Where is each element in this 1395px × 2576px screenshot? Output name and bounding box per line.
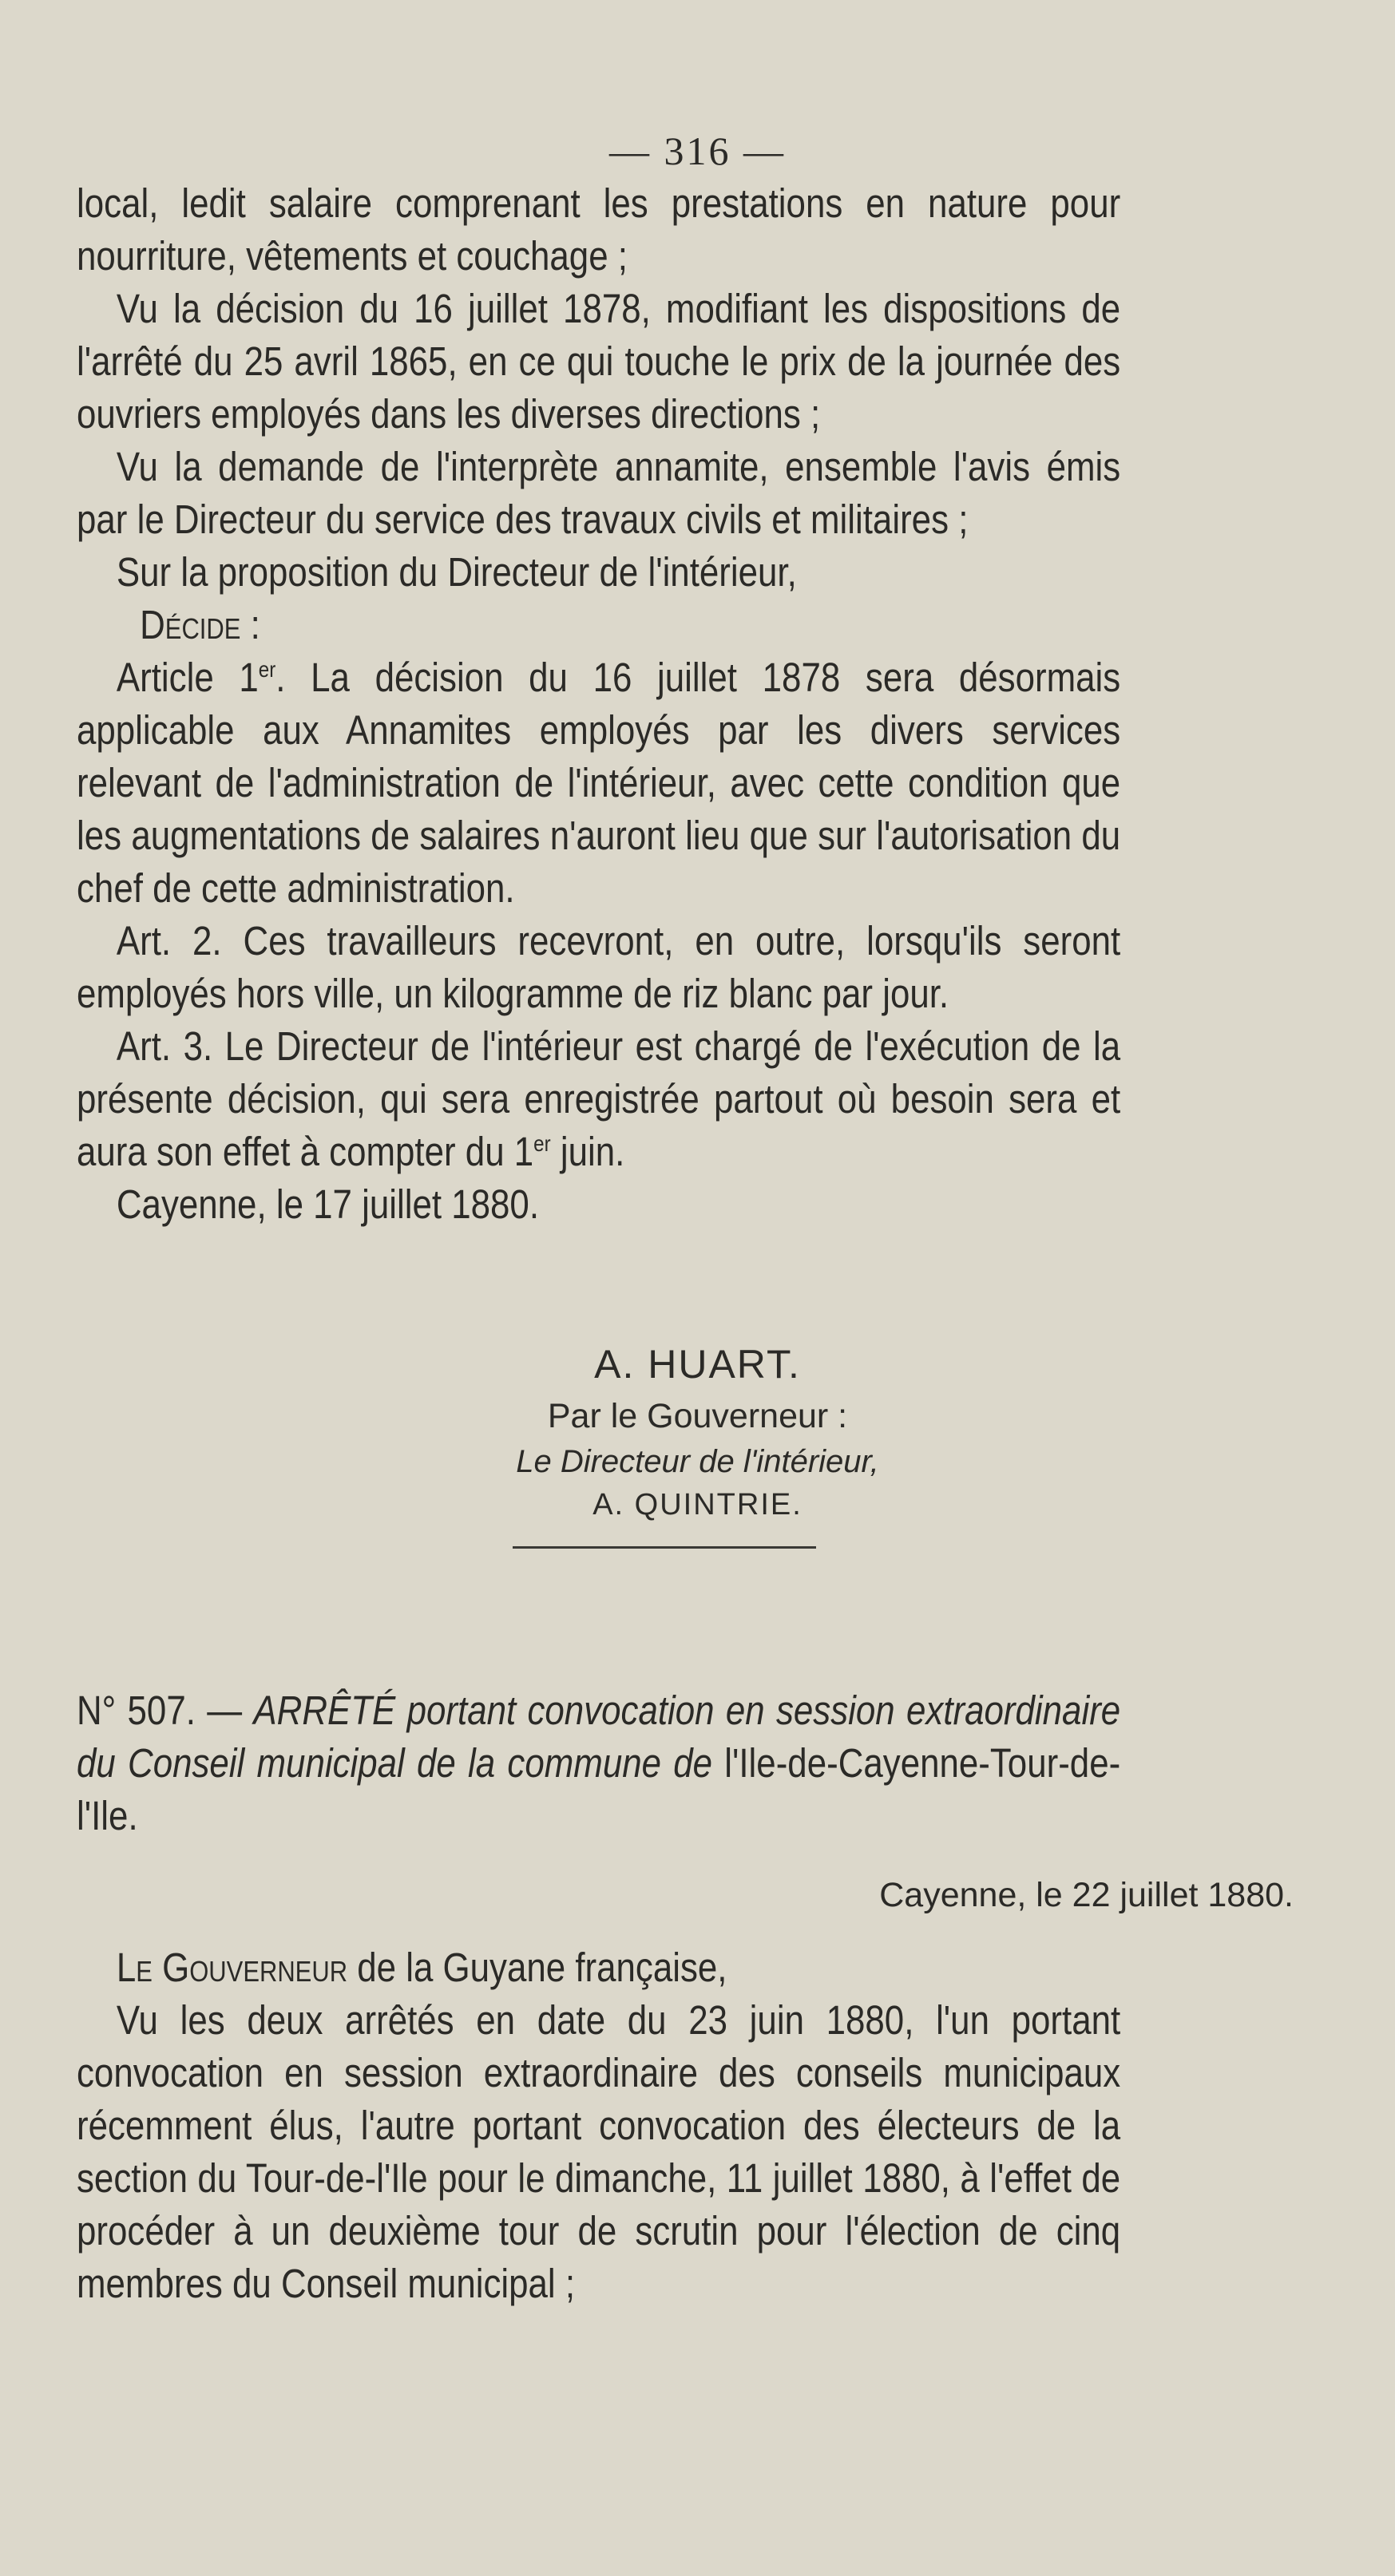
decide-heading: Décide : — [140, 602, 260, 647]
article-3: Art. 3. Le Directeur de l'intérieur est chargé de l'exécution de la présente décision, qui sera enregistrée partout où besoin sera et aura son effet à compter du 1er juin. — [77, 1023, 1121, 1174]
signatory-title: Le Directeur de l'intérieur, — [516, 1444, 879, 1479]
place-date: Cayenne, le 17 juillet 1880. — [116, 1181, 540, 1227]
arrete-title: N° 507. — ARRÊTÉ portant convocation en session extraordinaire du Conseil municipal de la commune de l'Ile-de-Cayenne-Tour-de-l'Ile. — [77, 1688, 1121, 1838]
decision-body — [77, 177, 1120, 1231]
paragraph-vu-demande: Vu la demande de l'interprète annamite, ensemble l'avis émis par le Directeur du service des travaux civils et militaires ; — [77, 444, 1121, 542]
governor-line: Le Gouverneur de la Guyane française, — [116, 1945, 727, 1990]
signature-block — [0, 1341, 1395, 1522]
article-2: Art. 2. Ces travailleurs recevront, en outre, lorsqu'ils seront employés hors ville, un kilogramme de riz blanc par jour. — [77, 918, 1121, 1016]
paragraph-local: local, ledit salaire comprenant les prestations en nature pour nourriture, vêtements et couchage ; — [77, 180, 1121, 279]
paragraph-proposition: Sur la proposition du Directeur de l'intérieur, — [116, 549, 797, 595]
signatory-par: Par le Gouverneur : — [547, 1397, 848, 1435]
arrete-body — [77, 1941, 1120, 2310]
paragraph-vu-arretes: Vu les deux arrêtés en date du 23 juin 1880, l'un portant convocation en session extraordinaire des conseils municipaux récemment élus, l'autre portant convocation des électeurs de la section du Tour-de-l'Ile pour le dimanche, 11 juillet 1880, à l'effet de procéder à un deuxième tour de scrutin pour l'élection de cinq membres du Conseil municipal ; — [77, 1997, 1121, 2306]
arrete-header — [77, 1684, 1120, 1842]
page-number: — 316 — — [609, 129, 786, 173]
article-1: Article 1er. La décision du 16 juillet 1878 sera désormais applicable aux Annamites employés par les divers services relevant de l'administration de l'intérieur, avec cette condition que les augmentations de salaires n'auront lieu que sur l'autorisation du chef de cette administration. — [77, 655, 1121, 911]
signatory-name-2: A. QUINTRIE. — [592, 1488, 803, 1521]
arrete-date: Cayenne, le 22 juillet 1880. — [879, 1876, 1294, 1914]
separator-rule — [513, 1546, 816, 1549]
paragraph-vu-decision: Vu la décision du 16 juillet 1878, modifiant les dispositions de l'arrêté du 25 avril 1865, en ce qui touche le prix de la journée des ouvriers employés dans les diverses directions ; — [77, 286, 1121, 437]
signatory-name: A. HUART. — [594, 1342, 801, 1387]
